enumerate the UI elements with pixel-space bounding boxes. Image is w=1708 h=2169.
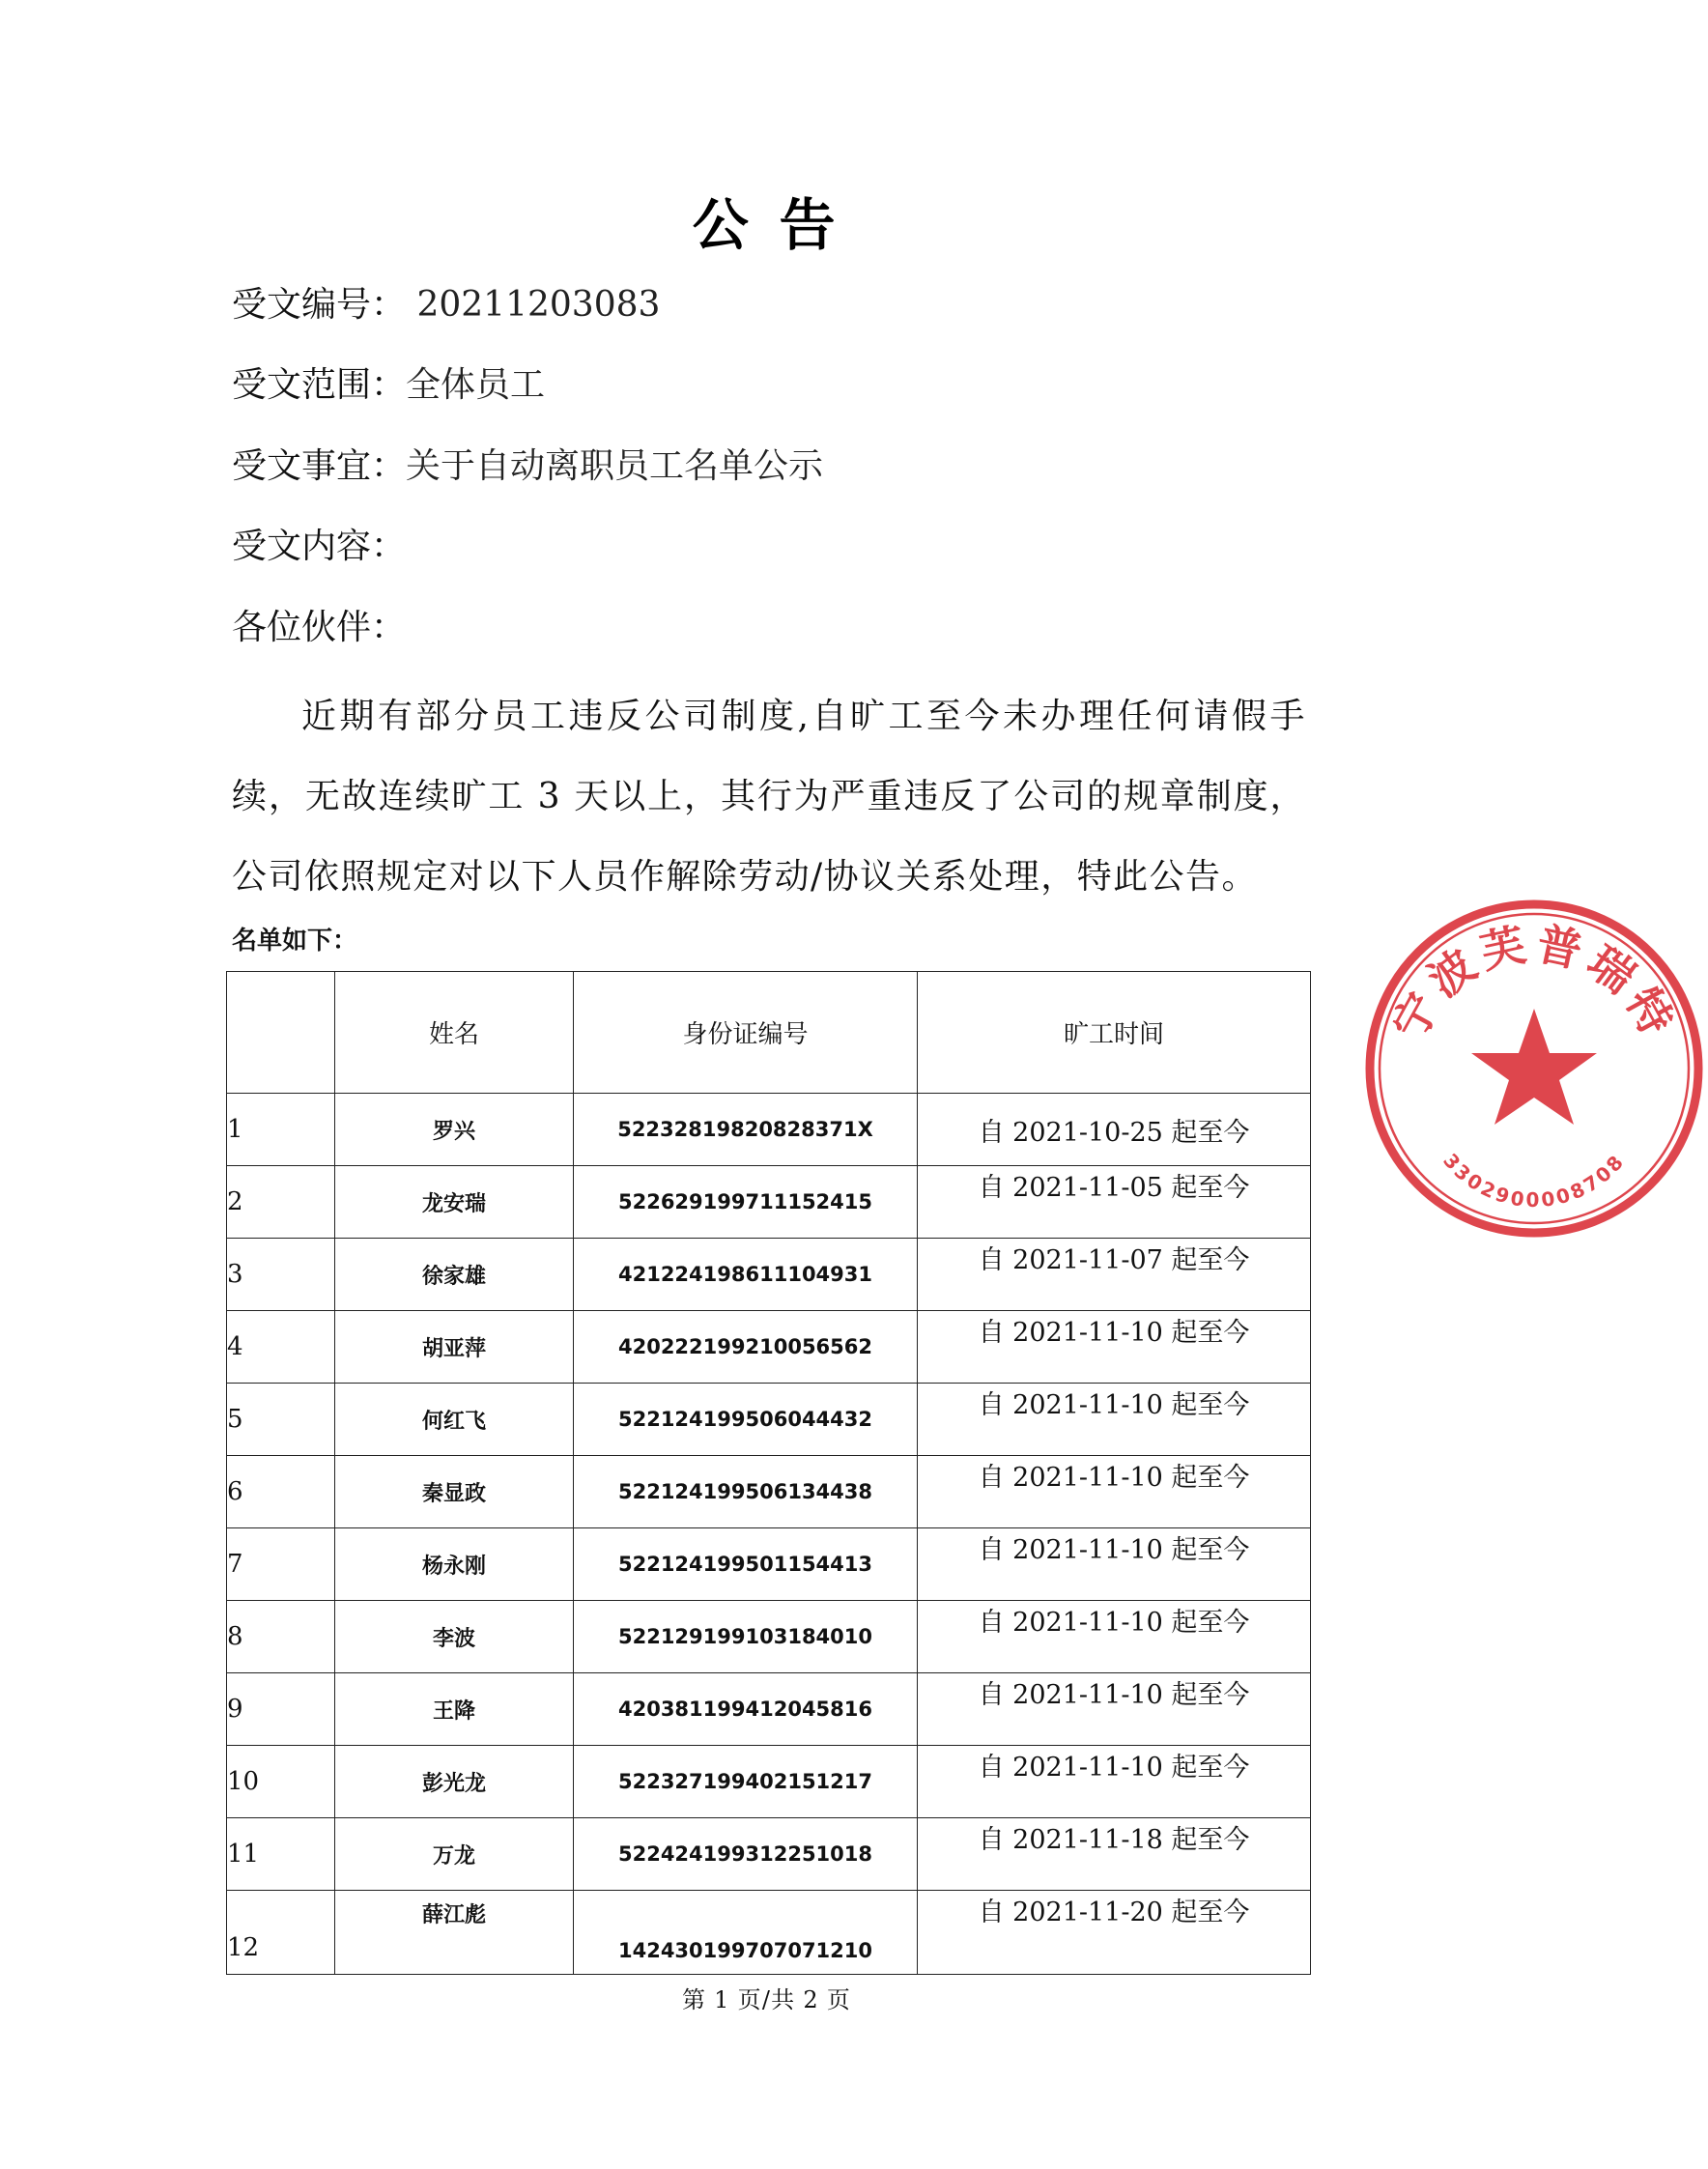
- header-name: 姓名: [335, 972, 574, 1094]
- row-number: 7: [227, 1528, 335, 1601]
- row-number: 10: [227, 1746, 335, 1818]
- seal-number-text: 3302900008708: [1438, 1149, 1630, 1212]
- seal-company-text: 宁波芙普瑞特: [1381, 917, 1687, 1049]
- employee-name: 杨永刚: [335, 1528, 574, 1601]
- employee-name: 彭光龙: [335, 1746, 574, 1818]
- employee-name: 薛江彪: [335, 1891, 574, 1975]
- id-number: 52232819820828371X: [574, 1094, 918, 1166]
- notice-body: 近期有部分员工违反公司制度,自旷工至今未办理任何请假手续，无故连续旷工 3 天以上，其行为严重违反了公司的规章制度，公司依照规定对以下人员作解除劳动/协议关系处理，特此公告。: [232, 697, 1306, 897]
- content-label: 受文内容：: [232, 527, 407, 566]
- table-row: [227, 1746, 1311, 1818]
- table-header-row: [227, 972, 1311, 1094]
- table-row: [227, 1166, 1311, 1239]
- subject-label: 受文事宜：: [232, 446, 407, 486]
- id-number: 420381199412045816: [574, 1673, 918, 1746]
- employee-name: 万龙: [335, 1818, 574, 1891]
- table-row: [227, 1239, 1311, 1311]
- total-pages: 2: [803, 1986, 819, 2013]
- id-number: 421224198611104931: [574, 1239, 918, 1311]
- table-row: [227, 1601, 1311, 1673]
- row-number: 6: [227, 1456, 335, 1528]
- employee-name: 李波: [335, 1601, 574, 1673]
- absentee-table: [226, 971, 1311, 1975]
- table-row: [227, 1456, 1311, 1528]
- absence-period: 自 2021-11-10 起至今: [918, 1673, 1311, 1746]
- id-number: 142430199707071210: [574, 1891, 918, 1975]
- id-number: 522124199506134438: [574, 1456, 918, 1528]
- employee-name: 徐家雄: [335, 1239, 574, 1311]
- employee-name: 罗兴: [335, 1094, 574, 1166]
- subject-value: 关于自动离职员工名单公示: [406, 446, 824, 486]
- page-prefix: 第: [681, 1986, 707, 2013]
- absence-period: 自 2021-11-10 起至今: [918, 1311, 1311, 1384]
- absence-period: 自 2021-11-10 起至今: [918, 1746, 1311, 1818]
- row-number: 2: [227, 1166, 335, 1239]
- subject-line: [232, 443, 823, 490]
- row-number: 8: [227, 1601, 335, 1673]
- notice-title: 公 告: [692, 192, 841, 258]
- row-number: 5: [227, 1384, 335, 1456]
- employee-name: 何红飞: [335, 1384, 574, 1456]
- table-row: [227, 1673, 1311, 1746]
- absence-period: 自 2021-11-05 起至今: [918, 1166, 1311, 1239]
- scope-label: 受文范围：: [232, 365, 407, 405]
- seal-star-icon: [1471, 1009, 1597, 1125]
- row-number: 4: [227, 1311, 335, 1384]
- absence-period: 自 2021-11-20 起至今: [918, 1891, 1311, 1975]
- id-number: 522629199711152415: [574, 1166, 918, 1239]
- row-number: 3: [227, 1239, 335, 1311]
- row-number: 11: [227, 1818, 335, 1891]
- doc-number-label: 受文编号：: [232, 285, 407, 325]
- id-number: 522424199312251018: [574, 1818, 918, 1891]
- absence-period: 自 2021-11-10 起至今: [918, 1601, 1311, 1673]
- header-absence-period: 旷工时间: [918, 972, 1311, 1094]
- id-number: 522124199506044432: [574, 1384, 918, 1456]
- id-number: 522327199402151217: [574, 1746, 918, 1818]
- row-number: 12: [227, 1891, 335, 1975]
- id-number: 420222199210056562: [574, 1311, 918, 1384]
- scope-line: [232, 362, 545, 409]
- employee-name: 龙安瑞: [335, 1166, 574, 1239]
- header-id-number: 身份证编号: [574, 972, 918, 1094]
- doc-number-line: [232, 282, 660, 328]
- absence-period: 自 2021-11-10 起至今: [918, 1528, 1311, 1601]
- page-footer: [0, 1984, 1533, 2015]
- employee-name: 胡亚萍: [335, 1311, 574, 1384]
- id-number: 522129199103184010: [574, 1601, 918, 1673]
- current-page: 1: [714, 1986, 730, 2013]
- employee-name: 王降: [335, 1673, 574, 1746]
- id-number: 522124199501154413: [574, 1528, 918, 1601]
- row-number: 9: [227, 1673, 335, 1746]
- content-line: [232, 524, 406, 570]
- table-row: [227, 1311, 1311, 1384]
- table-row: [227, 1094, 1311, 1166]
- absence-period: 自 2021-11-18 起至今: [918, 1818, 1311, 1891]
- list-heading: 名单如下：: [232, 927, 358, 956]
- table-row: [227, 1384, 1311, 1456]
- greeting: 各位伙伴：: [232, 608, 407, 647]
- absence-period: 自 2021-11-07 起至今: [918, 1239, 1311, 1311]
- table-row: [227, 1528, 1311, 1601]
- employee-name: 秦显政: [335, 1456, 574, 1528]
- absence-period: 自 2021-11-10 起至今: [918, 1456, 1311, 1528]
- absence-period: 自 2021-10-25 起至今: [918, 1094, 1311, 1166]
- row-number: 1: [227, 1094, 335, 1166]
- page-suffix: 页: [826, 1986, 852, 2013]
- absence-period: 自 2021-11-10 起至今: [918, 1384, 1311, 1456]
- doc-number-value: 20211203083: [406, 285, 661, 325]
- table-row: [227, 1891, 1311, 1975]
- page-mid: 页/共: [737, 1986, 796, 2013]
- table-row: [227, 1818, 1311, 1891]
- scope-value: 全体员工: [406, 365, 546, 405]
- company-seal: [1360, 895, 1708, 1242]
- header-number: [227, 972, 335, 1094]
